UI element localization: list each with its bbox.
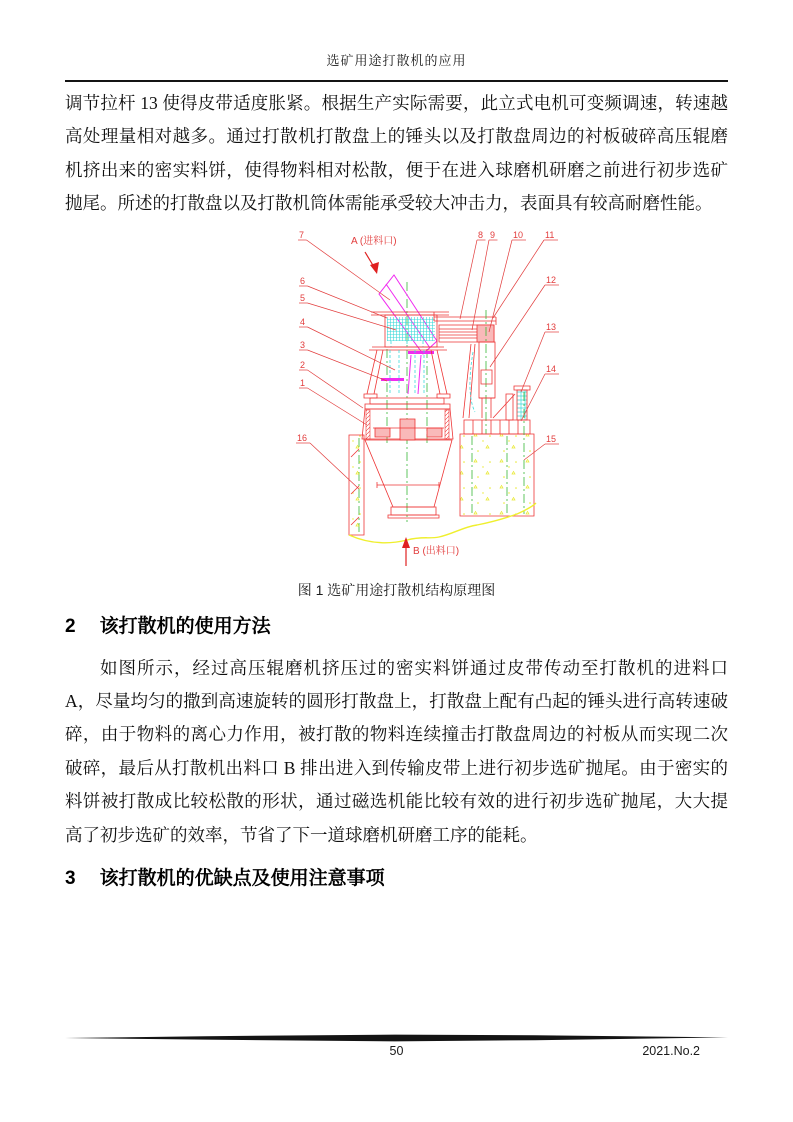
footer-rule-bar <box>65 1034 728 1042</box>
issue-number: 2021.No.2 <box>642 1044 700 1058</box>
callout-leader-3 <box>308 350 388 381</box>
callout-leader-2 <box>308 370 364 408</box>
machine-structure-drawing <box>287 222 563 574</box>
belt-housing <box>434 312 496 342</box>
running-header-title: 选矿用途打散机的应用 <box>326 53 467 68</box>
base-and-hammers <box>362 398 453 440</box>
figure-1-diagram <box>287 222 563 574</box>
part-number-6: 6 <box>300 275 306 286</box>
tension-rod-and-frame <box>464 386 530 434</box>
part-number-14: 14 <box>546 363 557 374</box>
part-number-11: 11 <box>545 229 555 240</box>
part-number-16: 16 <box>297 432 308 443</box>
page-number: 50 <box>389 1044 404 1058</box>
part-number-5: 5 <box>300 292 306 303</box>
part-number-1: 1 <box>300 377 306 388</box>
left-foundation-wall <box>349 435 364 535</box>
callout-leader-10 <box>489 240 512 332</box>
callout-leader-4 <box>308 327 396 370</box>
paragraph-2: 如图所示，经过高压辊磨机挤压过的密实料饼通过皮带传动至打散机的进料口 A，尽量均匀的撒到高速旋转的圆形打散盘上，打散盘上配有凸起的锤头进行高转速破碎，由于物料的离心力作用，被打散的物料连续撞击打散盘周边的衬板从而实现二次破碎，最后从打散机出料口 B 排出进入到传输皮带上进行初步选矿抛尾。由于密实的料饼被打散成比较松散的形状，通过磁选机能比较有效的进行初步选矿抛尾，大大提高了初步选矿的效率，节省了下一道球磨机研磨工序的能耗。 <box>65 657 728 845</box>
section-heading-2 <box>65 613 728 641</box>
section-heading-3 <box>65 865 728 893</box>
part-number-2: 2 <box>300 359 306 370</box>
part-number-9: 9 <box>490 229 496 240</box>
part-number-12: 12 <box>546 274 557 285</box>
part-number-10: 10 <box>513 229 524 240</box>
figure-caption: 图 1 选矿用途打散机结构原理图 <box>297 581 496 598</box>
discharge-hopper <box>365 440 452 518</box>
outlet-label: B (出料口) <box>413 545 460 557</box>
part-number-8: 8 <box>478 229 484 240</box>
part-number-15: 15 <box>546 433 557 444</box>
section-title: 该打散机的优缺点及使用注意事项 <box>99 868 385 890</box>
header-rule <box>65 80 728 82</box>
paragraph-1: 调节拉杆 13 使得皮带适度胀紧。根据生产实际需要，此立式电机可变频调速，转速越高处理量相对越多。通过打散机打散盘上的锤头以及打散盘周边的衬板破碎高压辊磨机挤出来的密实料饼，使得物料相对松散，便于在进入球磨机研磨之前进行初步选矿抛尾。所述的打散盘以及打散机筒体需能承受较大冲击力，表面具有较高耐磨性能。 <box>65 93 728 214</box>
callout-leader-11 <box>493 240 544 318</box>
callout-leader-12 <box>490 285 545 367</box>
section-number: 3 <box>65 868 76 890</box>
inlet-label: A (进料口) <box>351 235 397 247</box>
callout-leader-13 <box>521 332 545 392</box>
callout-leader-8 <box>460 240 477 319</box>
inlet-arrow <box>365 252 379 274</box>
part-number-3: 3 <box>300 339 306 350</box>
scatterer-machine <box>349 275 453 535</box>
part-number-13: 13 <box>546 321 557 332</box>
section-number: 2 <box>65 615 76 637</box>
disc-hatch <box>387 317 435 341</box>
page-footer <box>65 1034 728 1058</box>
callout-leader-9 <box>472 240 489 330</box>
callout-leader-6 <box>308 286 388 318</box>
part-number-4: 4 <box>300 316 306 327</box>
section-title: 该打散机的使用方法 <box>99 615 271 637</box>
callout-leader-1 <box>308 388 368 425</box>
part-number-7: 7 <box>299 229 305 240</box>
